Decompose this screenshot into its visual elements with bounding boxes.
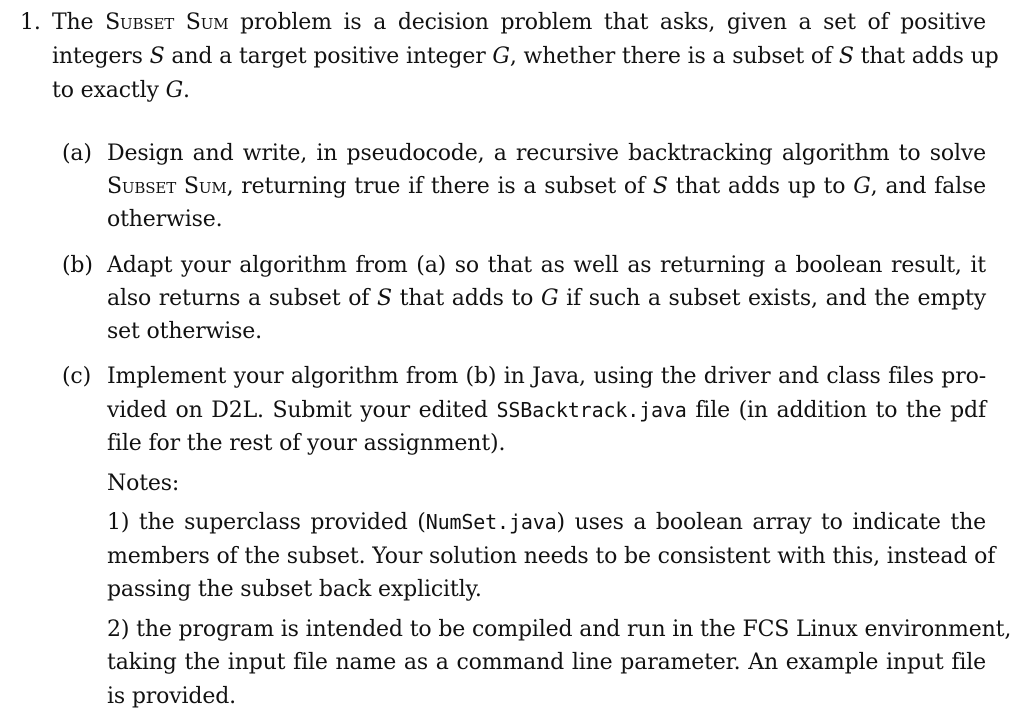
part-c-line-1: Implement your algorithm from (b) in Java, using the driver and class files pro- <box>107 364 986 389</box>
notes-heading: Notes: <box>107 471 180 496</box>
note-2-line-3: is provided. <box>107 684 237 709</box>
part-c-label: (c) <box>62 364 92 389</box>
note-2-line-2: taking the input file name as a command line parameter. An example input file <box>107 650 986 675</box>
problem-name: Subset Sum <box>105 10 229 35</box>
part-a-line-2: Subset Sum, returning true if there is a subset of S that adds up to G, and false <box>107 174 986 199</box>
part-b-line-2: also returns a subset of S that adds to G if such a subset exists, and the empty <box>107 286 987 311</box>
part-b-line-1: Adapt your algorithm from (a) so that as well as returning a boolean result, it <box>107 253 986 278</box>
part-b-label: (b) <box>62 253 93 278</box>
filename-numset: NumSet.java <box>425 510 557 534</box>
note-1-line-2: members of the subset. Your solution needs to be consistent with this, instead of <box>107 544 996 569</box>
note-1-line-3: passing the subset back explicitly. <box>107 577 482 602</box>
part-c-line-3: file for the rest of your assignment). <box>107 431 506 456</box>
question-number: 1. <box>20 10 41 35</box>
part-a-line-1: Design and write, in pseudocode, a recursive backtracking algorithm to solve <box>107 141 986 166</box>
question-intro-line-2: integers S and a target positive integer G, whether there is a subset of S that adds up <box>52 44 999 69</box>
filename-ssbacktrack: SSBacktrack.java <box>496 398 687 422</box>
question-intro-line-1: The Subset Sum problem is a decision problem that asks, given a set of positive <box>52 10 986 35</box>
part-c-line-2: vided on D2L. Submit your edited SSBacktrack.java file (in addition to the pdf <box>107 398 986 423</box>
part-a-label: (a) <box>62 141 92 166</box>
part-a-line-3: otherwise. <box>107 207 223 232</box>
note-1-line-1: 1) the superclass provided (NumSet.java) uses a boolean array to indicate the <box>107 510 987 535</box>
part-b-line-3: set otherwise. <box>107 319 263 344</box>
note-2-line-1: 2) the program is intended to be compiled and run in the FCS Linux environment, <box>107 617 1012 642</box>
question-intro-line-3: to exactly G. <box>52 78 190 103</box>
